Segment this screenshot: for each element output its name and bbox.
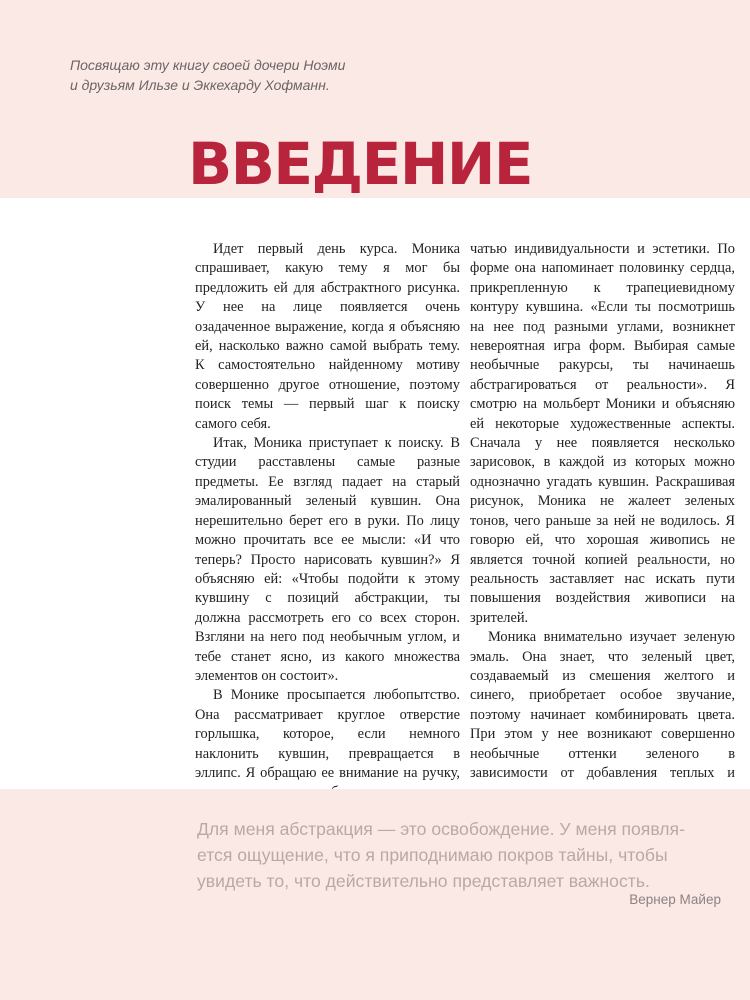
paragraph: чатью индивидуальности и эстетики. По форме она напоминает половинку сердца, прикрепленную к трапециевидному контуру кувшина. «Если ты посмотришь на нее под разными углами, возникнет невероятная игра форм. Выбирая самые необычные ракурсы, ты начинаешь абстрагироваться от реальности». Я смотрю на мольберт Моники и объясняю ей некоторые художественные аспекты. Сначала у нее появляется несколько зарисовок, в каждой из которых можно однозначно угадать кувшин. Раскрашивая рисунок, Моника не жалеет зеленых тонов, чего раньше за ней не водилось. Я говорю ей, что хорошая живопись не является точной копией реальности, но реальность заставляет нас искать пути повышения воздействия живописи на зрителей. <box>470 241 735 626</box>
pull-quote <box>197 816 725 894</box>
body-column-left <box>195 240 460 822</box>
dedication-line: Посвящаю эту книгу своей дочери Ноэми <box>70 57 346 73</box>
paragraph: В Монике просыпается любопытство. Она рассматривает круглое отверстие горлышка, которое, если немного наклонить кувшин, превращается в эллипс. Я обращаю ее внимание на ручку, <box>195 687 460 781</box>
dedication-line: и друзьям Ильзе и Эккехарду Хофманн. <box>70 77 330 93</box>
chapter-title: ВВЕДЕНИЕ <box>188 130 533 198</box>
paragraph: Идет первый день курса. Моника спрашивает, какую тему я мог бы предложить ей для абстрактного рисунка. У нее на лице появляется очень озадаченное выражение, когда я объясняю ей, насколько важно самой выбрать тему. К самостоятельно найденному мотиву совершенно другое отношение, поэтому поиск темы — первый шаг к поиску самого себя. <box>195 241 460 432</box>
paragraph: Моника внимательно изучает зеленую эмаль. Она знает, что зеленый цвет, создаваемый из смешения желтого и синего, приобретает особое звучание, поэтому начинает комбинировать цвета. При этом у нее возникают совершенно необычные оттенки зеленого в зависимости от добавления теплых и <box>470 629 735 781</box>
paragraph: Итак, Моника приступает к поиску. В студии расставлены самые разные предметы. Ее взгляд падает на старый эмалированный зеленый кувшин. Она нерешительно берет его в руки. По лицу можно прочитать все ее мысли: «И что теперь? Просто нарисовать кувшин?» Я объясняю ей: «Чтобы подойти к этому кувшину с позиций абстракции, ты должна рассмотреть его со всех сторон. Взгляни на него под необычным углом, и тебе станет ясно, из какого множества элементов он состоит». <box>195 435 460 684</box>
quote-line: ется ощущение, что я приподнимаю покров тайны, чтобы <box>197 845 668 865</box>
dedication <box>70 55 710 95</box>
quote-line: увидеть то, что действительно представляет важность. <box>197 871 650 891</box>
quote-line: Для меня абстракция — это освобождение. У меня появля- <box>197 819 685 839</box>
body-column-right <box>470 240 735 803</box>
quote-author: Вернер Майер <box>629 892 721 907</box>
